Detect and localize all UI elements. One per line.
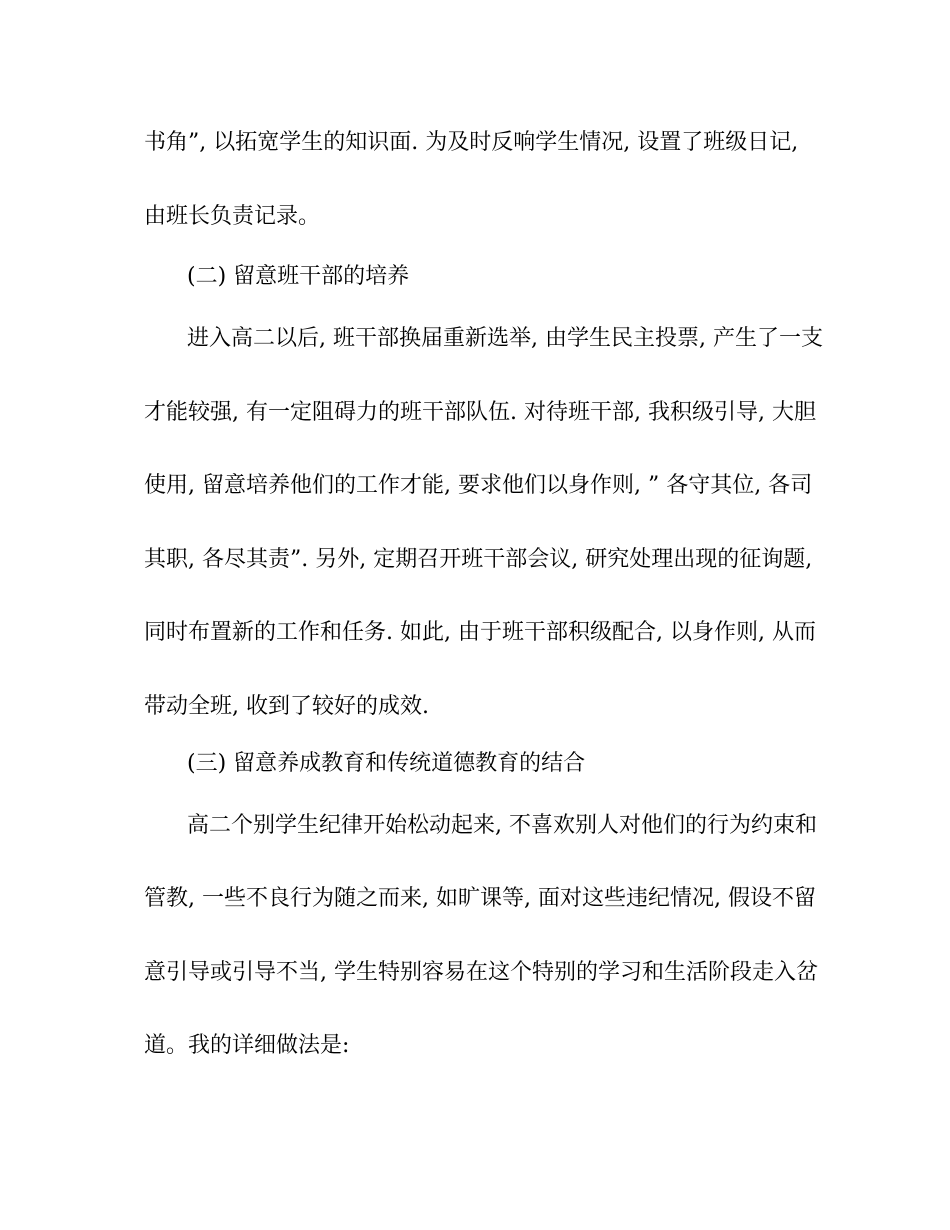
text-line: 管教, 一些不良行为随之而来, 如旷课等, 面对这些违纪情况, 假设不留 <box>144 886 816 911</box>
section-heading: (三) 留意养成教育和传统道德教育的结合 <box>187 751 586 776</box>
text-line: 才能较强, 有一定阻碍力的班干部队伍. 对待班干部, 我积级引导, 大胆 <box>144 400 816 425</box>
text-line: 带动全班, 收到了较好的成效. <box>144 694 429 719</box>
text-line: 使用, 留意培养他们的工作才能, 要求他们以身作则, ” 各守其位, 各司 <box>144 473 813 498</box>
text-line: 高二个别学生纪律开始松动起来, 不喜欢别人对他们的行为约束和 <box>187 813 817 838</box>
text-line: 其职, 各尽其责”. 另外, 定期召开班干部会议, 研究处理出现的征询题, <box>144 547 813 572</box>
text-line: 同时布置新的工作和任务. 如此, 由于班干部积级配合, 以身作则, 从而 <box>144 620 816 645</box>
text-line: 书角”, 以拓宽学生的知识面. 为及时反响学生情况, 设置了班级日记, <box>144 130 799 155</box>
text-line: 进入高二以后, 班干部换届重新选举, 由学生民主投票, 产生了一支 <box>187 326 823 351</box>
section-heading: (二) 留意班干部的培养 <box>187 264 410 289</box>
text-line: 由班长负责记录。 <box>144 204 321 229</box>
text-line: 道。我的详细做法是: <box>144 1033 350 1058</box>
text-line: 意引导或引导不当, 学生特别容易在这个特别的学习和生活阶段走入岔 <box>144 960 818 985</box>
